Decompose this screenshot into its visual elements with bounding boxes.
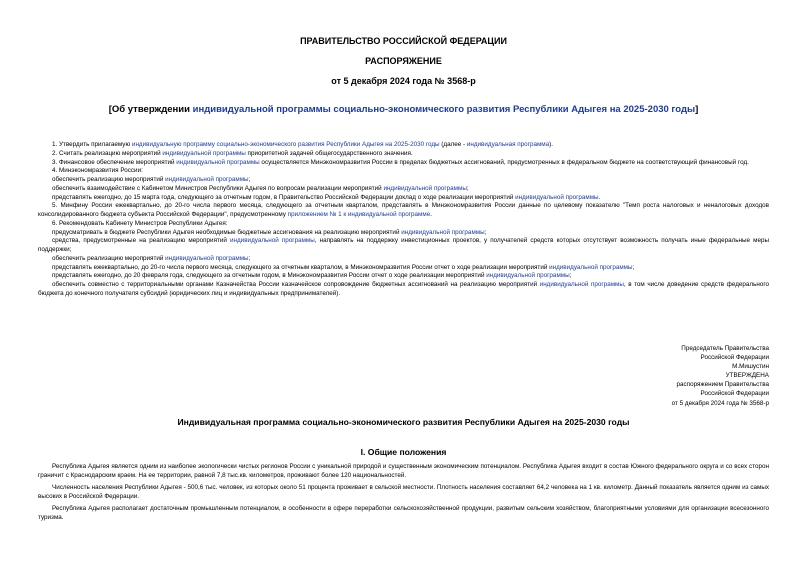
title-link[interactable]: индивидуальной программы социально-экономического развития Республики Адыгея на 2025-2030 годы [192, 104, 696, 115]
section-body [38, 463, 769, 525]
signer-org: Российской Федерации [700, 354, 769, 362]
program-link[interactable]: индивидуальной программы [230, 237, 315, 245]
item-5: 5. Минфину России ежеквартально, до 20-го числа первого месяца, следующего за отчетным кварталом, представлять в Минэкономразвития России данные по целевому показателю "Темп роста налоговых и неналоговых доходов консолидированного бюджета субъекта Российской Федерации", предусмотренному приложением № 1 к индивидуальной программе. [38, 202, 769, 218]
government-heading: ПРАВИТЕЛЬСТВО РОССИЙСКОЙ ФЕДЕРАЦИИ [300, 36, 507, 46]
item-6-6: обеспечить совместно с территориальными органами Казначейства России казначейское сопровождение бюджетных ассигнований на реализацию мероприятий индивидуальной программы, в том числе доведение средств федерального бюджета до конечного получателя субсидий (юридических лиц и индивидуальных предпринимателей). [38, 281, 769, 297]
document-type: РАСПОРЯЖЕНИЕ [365, 56, 442, 66]
program-link[interactable]: индивидуальной программы [176, 158, 260, 166]
approved-by: распоряжением Правительства [676, 381, 769, 389]
approved-label: УТВЕРЖДЕНА [725, 372, 769, 380]
section-paragraph-1: Республика Адыгея является одним из наиболее экологически чистых регионов России с уникальной природой и существенным экономическим потенциалом. Республика Адыгея входит в состав Южного федерального округа и со всех сторон граничит с Краснодарским краем. На ее территории, равной 7,8 тыс.кв. километров, проживают более 120 национальностей. [38, 463, 769, 479]
item-6-3: обеспечить реализацию мероприятий индивидуальной программы; [52, 254, 251, 262]
signer-name: М.Мишустин [732, 363, 769, 371]
signer-title: Председатель Правительства [681, 345, 769, 352]
section-paragraph-3: Республика Адыгея располагает достаточным промышленным потенциалом, в особенности в сфере переработки сельскохозяйственной продукции, развитым сельским хозяйством, благоприятными условиями для организации всесезонного туризма. [38, 504, 769, 521]
program-link[interactable]: индивидуальной программы [539, 281, 624, 288]
item-3: 3. Финансовое обеспечение мероприятий индивидуальной программы осуществляется Минэкономразвития России в пределах бюджетных ассигнований, предусмотренных в федеральном бюджете на соответствующий финансовый год. [52, 158, 749, 166]
item-4: 4. Минэкономразвития России: [52, 167, 143, 175]
approved-date: от 5 декабря 2024 года № 3568-р [671, 399, 769, 407]
program-title: Индивидуальная программа социально-экономического развития Республики Адыгея на 2025-2030 годы [177, 417, 630, 427]
program-link[interactable]: индивидуальной программы [383, 184, 467, 192]
approved-org: Российской Федерации [700, 390, 769, 398]
item-1: 1. Утвердить прилагаемую индивидуальную программу социально-экономического развития Республики Адыгея на 2025-2030 годы (далее - индивидуальная программа). [52, 141, 553, 148]
item-6-4: представлять ежеквартально, до 20-го числа первого месяца, следующего за отчетным кварталом, в Минэкономразвития России отчет о ходе реализации мероприятий индивидуальной программы; [52, 263, 635, 271]
order-body [38, 141, 769, 299]
title-bracket-open: [Об утверждении [108, 104, 193, 115]
item-6-1: предусматривать в бюджете Республики Адыгея необходимые бюджетные ассигнования на реализацию мероприятий индивидуальной программы; [52, 228, 487, 236]
item-6: 6. Рекомендовать Кабинету Министров Республики Адыгея: [52, 219, 228, 227]
document-title [0, 104, 807, 115]
signature-block [672, 344, 769, 408]
program-link[interactable]: индивидуальной программы [165, 176, 249, 183]
item-6-5: представлять ежегодно, до 20 февраля года, следующего за отчетным годом, в Минэкономразвития России отчет о ходе реализации мероприятий индивидуальной программы; [52, 272, 572, 280]
item-4-2: обеспечить взаимодействие с Кабинетом Министров Республики Адыгея по вопросам реализации мероприятий индивидуальной программы; [52, 184, 469, 192]
title-bracket-close: ] [695, 104, 699, 115]
appendix-link[interactable]: приложением № 1 к индивидуальной программе [287, 211, 431, 218]
section-title: I. Общие положения [360, 447, 447, 457]
program-link[interactable]: индивидуальной программы [515, 193, 599, 201]
document-date-number: от 5 декабря 2024 года № 3568-р [331, 76, 476, 86]
program-link[interactable]: индивидуальной программы [486, 272, 570, 280]
program-link[interactable]: индивидуальной программы [162, 149, 246, 157]
program-link[interactable]: индивидуальной программы [165, 254, 249, 262]
program-link[interactable]: индивидуальной программы [401, 228, 485, 236]
item-2: 2. Считать реализацию мероприятий индивидуальной программы приоритетной задачей общегосударственного значения. [52, 149, 413, 157]
program-link[interactable]: индивидуальной программы [549, 263, 633, 271]
section-paragraph-2: Численность населения Республики Адыгея - 500,6 тыс. человек, из которых около 51 процента проживает в сельской местности. Плотность населения составляет 64,2 человека на 1 кв. километр. Данный показатель является одним из самых высоких в Российской Федерации. [38, 483, 769, 500]
program-link[interactable]: индивидуальную программу социально-экономического развития Республики Адыгея на 2025-2030 годы [131, 141, 440, 148]
item-4-3: представлять ежегодно, до 15 марта года, следующего за отчетным годом, в Правительство Российской Федерации доклад о ходе реализации мероприятий индивидуальной программы. [52, 193, 601, 201]
program-link[interactable]: индивидуальная программа [466, 141, 550, 148]
item-4-1: обеспечить реализацию мероприятий индивидуальной программы; [52, 176, 251, 183]
item-6-2: средства, предусмотренные на реализацию мероприятий индивидуальной программы, направлять на поддержку инвестиционных проектов, у получателей средств которых отсутствует возможность получать иные федеральные меры поддержки; [38, 237, 769, 253]
